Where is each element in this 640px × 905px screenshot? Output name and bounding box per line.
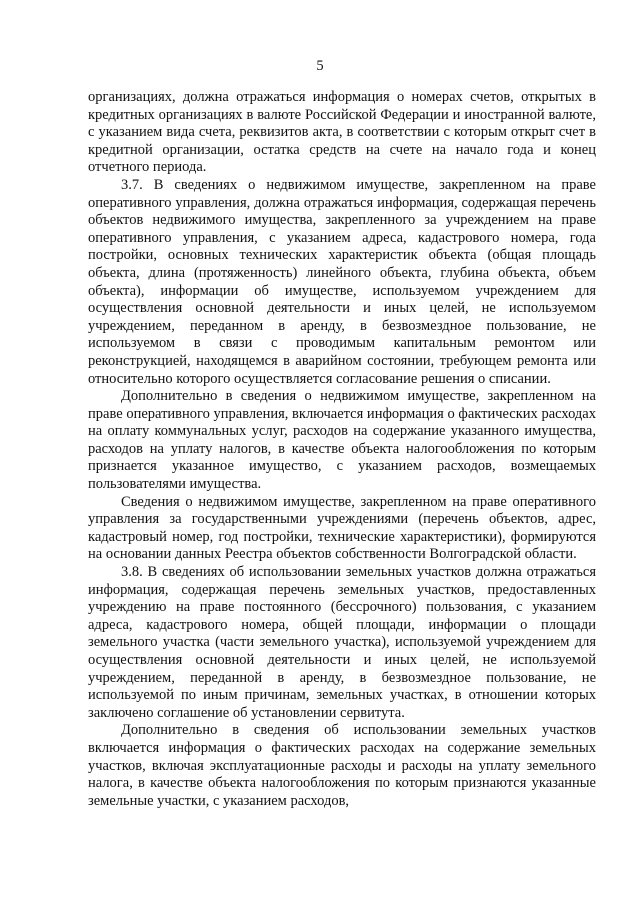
paragraph-3-7-real-estate: 3.7. В сведениях о недвижимом имуществе, закрепленном на праве оперативного управления, должна отражаться информация, содержащая перечень объектов недвижимого имущества, закрепленного за учреждением на праве оперативного управления, с указанием адреса, кадастрового номера, года постройки, основных технических характеристик объекта (общая площадь объекта, длина (протяженность) линейного объекта, глубина объекта, объем объекта), информации об имуществе, используемом учреждением для осуществления основной деятельности и иных целей, не используемом учреждением, переданном в аренду, в безвозмездное пользование, не используемом в связи с проводимым капитальным ремонтом или реконструкцией, находящемся в аварийном состоянии, требующем ремонта или относительно которого осуществляется согласование решения о списании. [88, 176, 596, 387]
paragraph-land-plots-expenses: Дополнительно в сведения об использовании земельных участков включается информация о фактических расходах на содержание земельных участков, включая эксплуатационные расходы и расходы на уплату земельного налога, в качестве объекта налогообложения по которым признаются указанные земельные участки, с указанием расходов, [88, 722, 596, 809]
paragraph-3-8-land-plots: 3.8. В сведениях об использовании земельных участков должна отражаться информация, содержащая перечень земельных участков, предоставленных учреждению на праве постоянного (бессрочного) пользования, с указанием адреса, кадастрового номера, общей площади, информации о площади земельного участка (части земельного участка), используемой учреждением для осуществления основной деятельности и иных целей, не используемой учреждением, переданной в аренду, в безвозмездное пользование, не используемой по иным причинам, земельных участках, в отношении которых заключено соглашение об установлении сервитута. [88, 564, 596, 721]
page-number: 5 [316, 58, 324, 74]
paragraph-real-estate-expenses: Дополнительно в сведения о недвижимом имуществе, закрепленном на праве оперативного управления, включается информация о фактических расходах на оплату коммунальных услуг, расходов на содержание указанного имущества, расходов на уплату налогов, в качестве объекта налогообложения по которым признается указанное имущество, с указанием расходов, возмещаемых пользователями имущества. [88, 388, 596, 493]
document-body [88, 89, 596, 810]
paragraph-bank-accounts-continuation: организациях, должна отражаться информация о номерах счетов, открытых в кредитных организациях в валюте Российской Федерации и иностранной валюте, с указанием вида счета, реквизитов акта, в соответствии с которым открыт счет в кредитной организации, остатка средств на счете на начало года и конец отчетного периода. [88, 89, 596, 176]
paragraph-real-estate-registry: Сведения о недвижимом имуществе, закрепленном на праве оперативного управления за государственными учреждениями (перечень объектов, адрес, кадастровый номер, год постройки, технические характеристики), формируются на основании данных Реестра объектов собственности Волгоградской области. [88, 493, 596, 563]
